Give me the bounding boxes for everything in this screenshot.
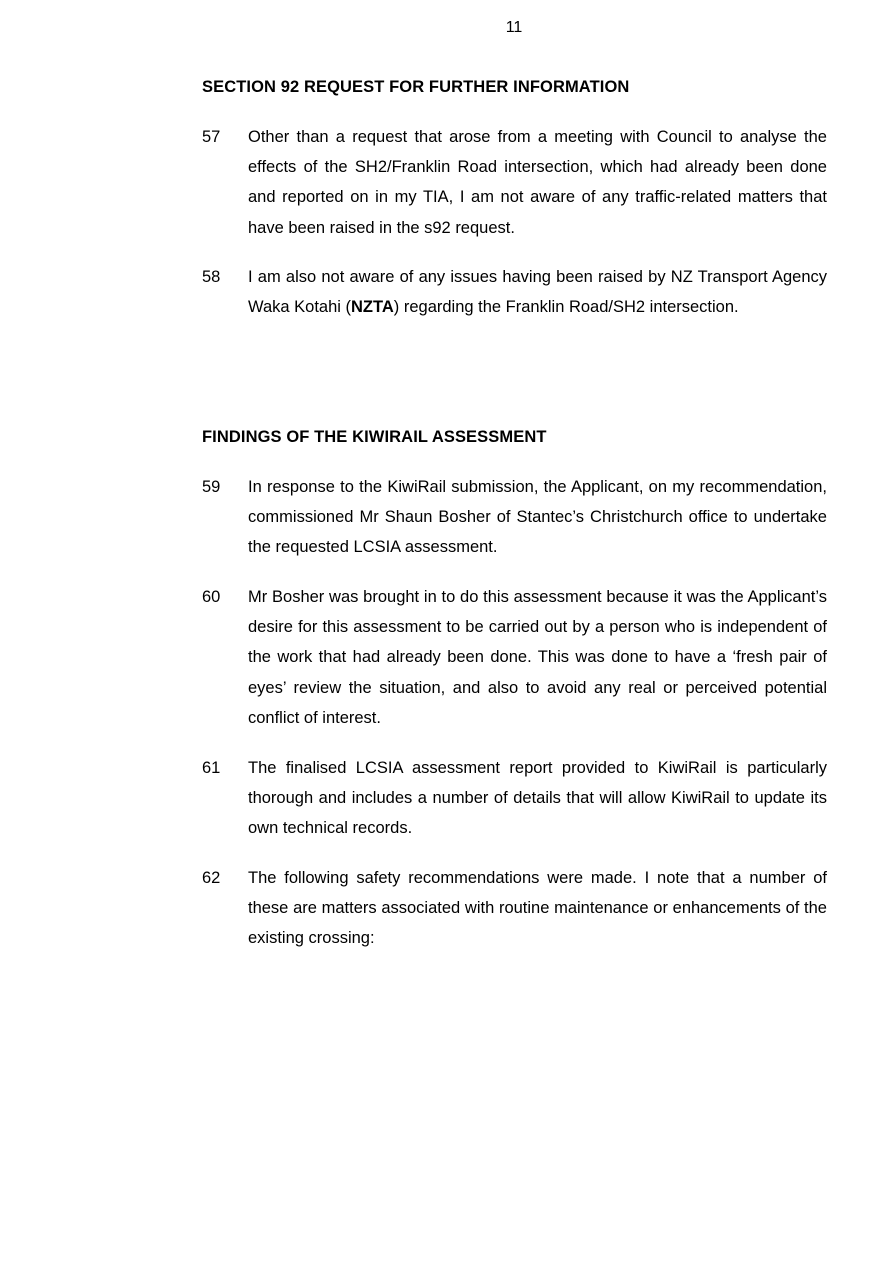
paragraph-text: In response to the KiwiRail submission, the Applicant, on my recommendation, commissioned Mr Shaun Bosher of Stantec’s Christchurch office to undertake the requested LCSIA assessment. <box>248 478 827 557</box>
paragraph-text: The finalised LCSIA assessment report provided to KiwiRail is particularly thorough and includes a number of details that will allow KiwiRail to update its own technical records. <box>248 759 827 838</box>
section-heading-kiwirail: FINDINGS OF THE KIWIRAIL ASSESSMENT <box>202 428 547 446</box>
paragraph-59 <box>202 472 827 563</box>
page-number: 11 <box>505 19 523 36</box>
paragraph-62 <box>202 863 827 954</box>
paragraph-number: 62 <box>202 869 221 887</box>
paragraph-number: 57 <box>202 128 221 146</box>
paragraph-text: The following safety recommendations were made. I note that a number of these are matters associated with routine maintenance or enhancements of the existing crossing: <box>248 869 827 948</box>
paragraph-number: 61 <box>202 759 221 777</box>
paragraph-text: Mr Bosher was brought in to do this assessment because it was the Applicant’s desire for this assessment to be carried out by a person who is independent of the work that had already been done. This was done to have a ‘fresh pair of eyes’ review the situation, and also to avoid any real or perceived potential conflict of interest. <box>248 588 827 727</box>
section-heading-s92: SECTION 92 REQUEST FOR FURTHER INFORMATION <box>202 78 630 96</box>
nzta-abbreviation: NZTA <box>351 298 394 317</box>
paragraph-text <box>248 262 827 322</box>
paragraph-text-after: ) regarding the Franklin Road/SH2 intersection. <box>393 298 739 317</box>
paragraph-number: 59 <box>202 478 221 496</box>
paragraph-58 <box>202 262 827 322</box>
paragraph-57 <box>202 122 827 243</box>
paragraph-number: 60 <box>202 588 221 606</box>
paragraph-text-before: I am also not aware of any issues having been raised by NZ Transport Agency Waka Kotahi ( <box>248 268 827 317</box>
paragraph-text: Other than a request that arose from a meeting with Council to analyse the effects of the SH2/Franklin Road intersection, which had already been done and reported on in my TIA, I am not aware of any traffic-related matters that have been raised in the s92 request. <box>248 128 827 237</box>
paragraph-number: 58 <box>202 268 221 286</box>
paragraph-61 <box>202 753 827 844</box>
paragraph-60 <box>202 582 827 733</box>
